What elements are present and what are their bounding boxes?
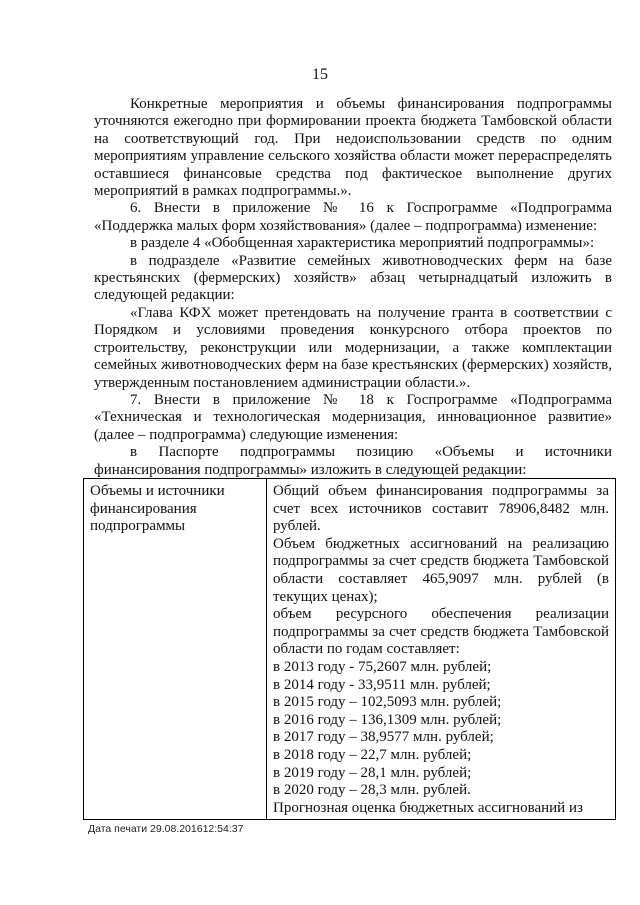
paragraph: 6. Внести в приложение № 16 к Госпрограмме «Подпрограмма «Поддержка малых форм хозяйствования» (далее – подпрограмма) изменение: xyxy=(94,200,612,234)
page-number: 15 xyxy=(312,66,328,83)
table-cell-label: Объемы и источники финансирования подпрограммы xyxy=(84,479,267,820)
year-item: в 2018 году – 22,7 млн. рублей; xyxy=(273,746,472,763)
year-item: в 2013 году - 75,2607 млн. рублей; xyxy=(273,658,492,675)
table-cell-content xyxy=(267,479,616,820)
table-row xyxy=(84,479,616,820)
forecast-text: Прогнозная оценка бюджетных ассигнований из xyxy=(273,799,583,816)
year-item: в 2015 году – 102,5093 млн. рублей; xyxy=(273,694,502,711)
year-item: в 2014 году - 33,9511 млн. рублей; xyxy=(273,676,491,693)
resource-provision: объем ресурсного обеспечения реализации подпрограммы за счет средств бюджета Тамбовской области по годам составляет: xyxy=(273,606,609,658)
paragraph: «Глава КФХ может претендовать на получение гранта в соответствии с Порядком и условиями проведения конкурсного отбора проектов по строительству, реконструкции или модернизации, а также комплектации семейных животноводческих ферм на базе крестьянских (фермерских) хозяйств, утвержденным постановлением администрации области.». xyxy=(94,304,612,391)
paragraph: в разделе 4 «Обобщенная характеристика мероприятий подпрограммы»: xyxy=(130,235,595,252)
paragraph: в подразделе «Развитие семейных животноводческих ферм на базе крестьянских (фермерских) хозяйств» абзац четырнадцатый изложить в следующей редакции: xyxy=(94,252,612,304)
document-body xyxy=(94,96,612,479)
paragraph: в Паспорте подпрограммы позицию «Объемы и источники финансирования подпрограммы» изложить в следующей редакции: xyxy=(94,444,612,478)
passport-table xyxy=(83,478,616,820)
paragraph: Конкретные мероприятия и объемы финансирования подпрограммы уточняются ежегодно при формировании проекта бюджета Тамбовской области на соответствующий год. При недоиспользовании средств по одним мероприятиям управление сельского хозяйства области может перераспределять оставшиеся финансовые средства под фактическое выполнение других мероприятий в рамках подпрограммы.». xyxy=(94,96,612,200)
print-date: Дата печати 29.08.201612:54:37 xyxy=(88,823,244,835)
year-item: в 2016 году – 136,1309 млн. рублей; xyxy=(273,711,502,728)
budget-allocation: Объем бюджетных ассигнований на реализацию подпрограммы за счет средств бюджета Тамбовской области составляет 465,9097 млн. рублей (в текущих ценах); xyxy=(273,535,609,605)
year-item: в 2017 году – 38,9577 млн. рублей; xyxy=(273,729,494,746)
paragraph: 7. Внести в приложение № 18 к Госпрограмме «Подпрограмма «Техническая и технологическая модернизация, инновационное развитие» (далее – подпрограмма) следующие изменения: xyxy=(94,391,612,443)
year-item: в 2019 году – 28,1 млн. рублей; xyxy=(273,764,472,781)
year-item: в 2020 году – 28,3 млн. рублей. xyxy=(273,782,471,799)
total-financing: Общий объем финансирования подпрограммы за счет всех источников составит 78906,8482 млн. рублей. xyxy=(273,483,609,535)
